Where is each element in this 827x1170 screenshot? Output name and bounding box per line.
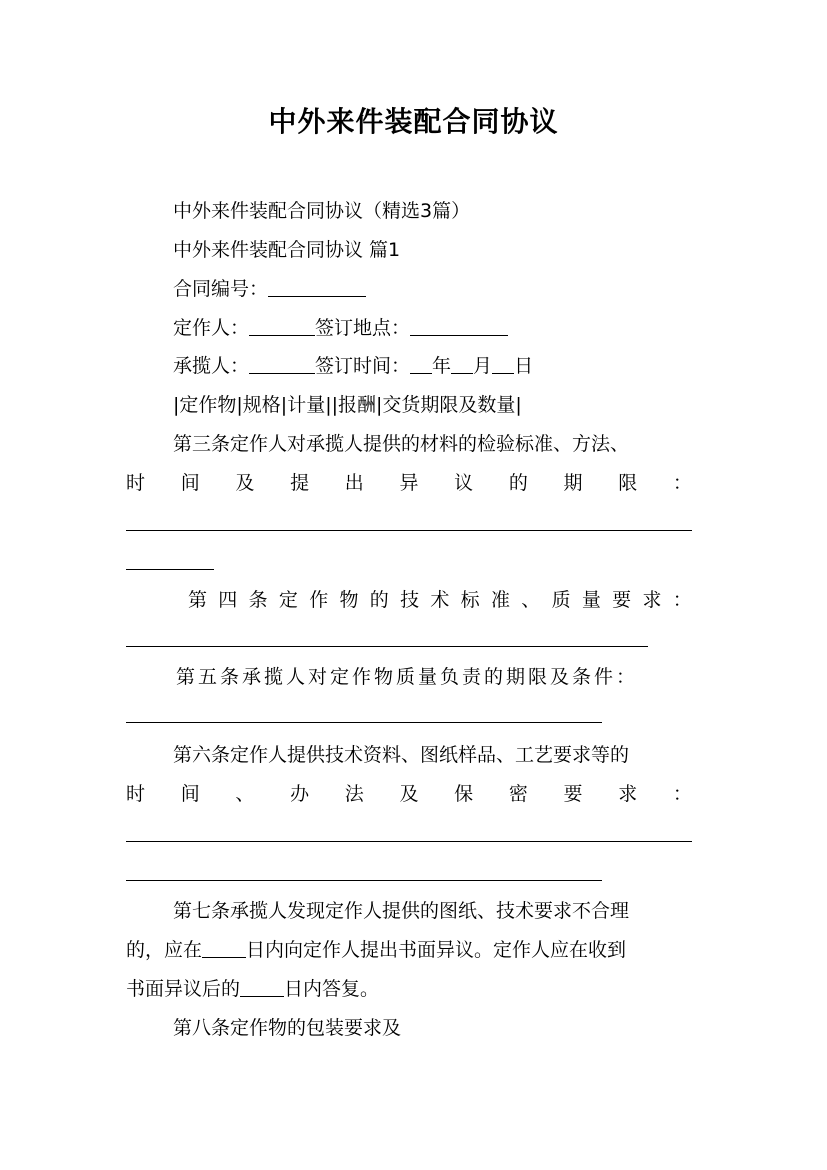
char: 求: [642, 589, 662, 611]
days-blank: [240, 995, 284, 997]
fill-line: [126, 530, 692, 531]
char: 求: [618, 783, 638, 805]
char: 提: [290, 472, 310, 494]
fill-line: [126, 646, 648, 647]
char: 量: [581, 589, 601, 611]
contractor-row: [173, 357, 533, 376]
char: 准: [490, 589, 510, 611]
contractor-label: 承揽人：: [173, 355, 250, 377]
orderer-row: [173, 319, 508, 338]
char: 作: [309, 589, 329, 611]
char: 及: [399, 783, 419, 805]
sign-time-label: 签订时间：: [315, 355, 411, 377]
article-6-line-2: [126, 785, 692, 804]
article-7-line-2: [126, 941, 626, 960]
char: ：: [672, 589, 692, 611]
char: 要: [612, 589, 632, 611]
day-blank: [492, 372, 514, 374]
month-blank: [451, 372, 473, 374]
char: ：: [672, 783, 692, 805]
char: 的: [369, 589, 389, 611]
char: 术: [430, 589, 450, 611]
char: 标: [460, 589, 480, 611]
char: ：: [672, 472, 692, 494]
char: 限: [618, 472, 638, 494]
char: 及: [235, 472, 255, 494]
char: 出: [344, 472, 364, 494]
fill-line: [126, 841, 692, 842]
year-label: 年: [432, 355, 452, 377]
char: 第: [188, 589, 208, 611]
char: 期: [563, 472, 583, 494]
char: 异: [399, 472, 419, 494]
fill-line: [126, 569, 214, 570]
orderer-label: 定作人：: [173, 317, 250, 339]
document-title: 中外来件装配合同协议: [268, 105, 559, 138]
year-blank: [410, 372, 432, 374]
text-segment: 的，应在: [126, 939, 203, 961]
char: 办: [290, 783, 310, 805]
char: 间: [180, 472, 200, 494]
char: 密: [508, 783, 528, 805]
fill-line: [126, 880, 602, 881]
article-3-line-1: 第三条定作人对承揽人提供的材料的检验标准、方法、: [173, 433, 630, 455]
month-label: 月: [473, 355, 493, 377]
article-7-line-1: 第七条承揽人发现定作人提供的图纸、技术要求不合理: [173, 900, 630, 922]
text-segment: 日内向定作人提出书面异议。定作人应在收到: [246, 939, 627, 961]
days-blank: [202, 956, 246, 958]
contract-number-blank: [268, 295, 366, 297]
char: 间: [180, 783, 200, 805]
char: 法: [344, 783, 364, 805]
text-segment: 日内答复。: [284, 978, 380, 1000]
contractor-blank: [249, 372, 315, 374]
char: 时: [126, 472, 146, 494]
sign-place-blank: [410, 334, 508, 336]
char: 时: [126, 783, 146, 805]
table-header-row: |定作物|规格|计量||报酬|交货期限及数量|: [173, 394, 522, 416]
day-label: 日: [514, 355, 534, 377]
fill-line: [126, 722, 602, 723]
sign-place-label: 签订地点：: [315, 317, 411, 339]
char: 质: [551, 589, 571, 611]
char: 保: [454, 783, 474, 805]
char: 物: [339, 589, 359, 611]
char: 要: [563, 783, 583, 805]
article-7-line-3: [126, 980, 379, 999]
section-heading: 中外来件装配合同协议 篇1: [173, 239, 401, 261]
char: 、: [521, 589, 541, 611]
orderer-blank: [249, 334, 315, 336]
char: 技: [400, 589, 420, 611]
char: 条: [248, 589, 268, 611]
contract-number-label: 合同编号：: [173, 278, 269, 300]
char: 四: [218, 589, 238, 611]
contract-number-row: [173, 280, 366, 299]
text-segment: 书面异议后的: [126, 978, 241, 1000]
article-4-line: [188, 591, 692, 610]
char: 的: [508, 472, 528, 494]
article-6-line-1: 第六条定作人提供技术资料、图纸样品、工艺要求等的: [173, 744, 630, 766]
article-3-line-2: [126, 474, 692, 493]
subtitle-line: 中外来件装配合同协议（精选3篇）: [173, 200, 471, 222]
article-5-line: 第五条承揽人对定作物质量负责的期限及条件：: [176, 666, 639, 688]
char: 定: [278, 589, 298, 611]
char: 议: [454, 472, 474, 494]
char: 、: [235, 783, 255, 805]
article-8-line: 第八条定作物的包装要求及: [173, 1017, 402, 1039]
